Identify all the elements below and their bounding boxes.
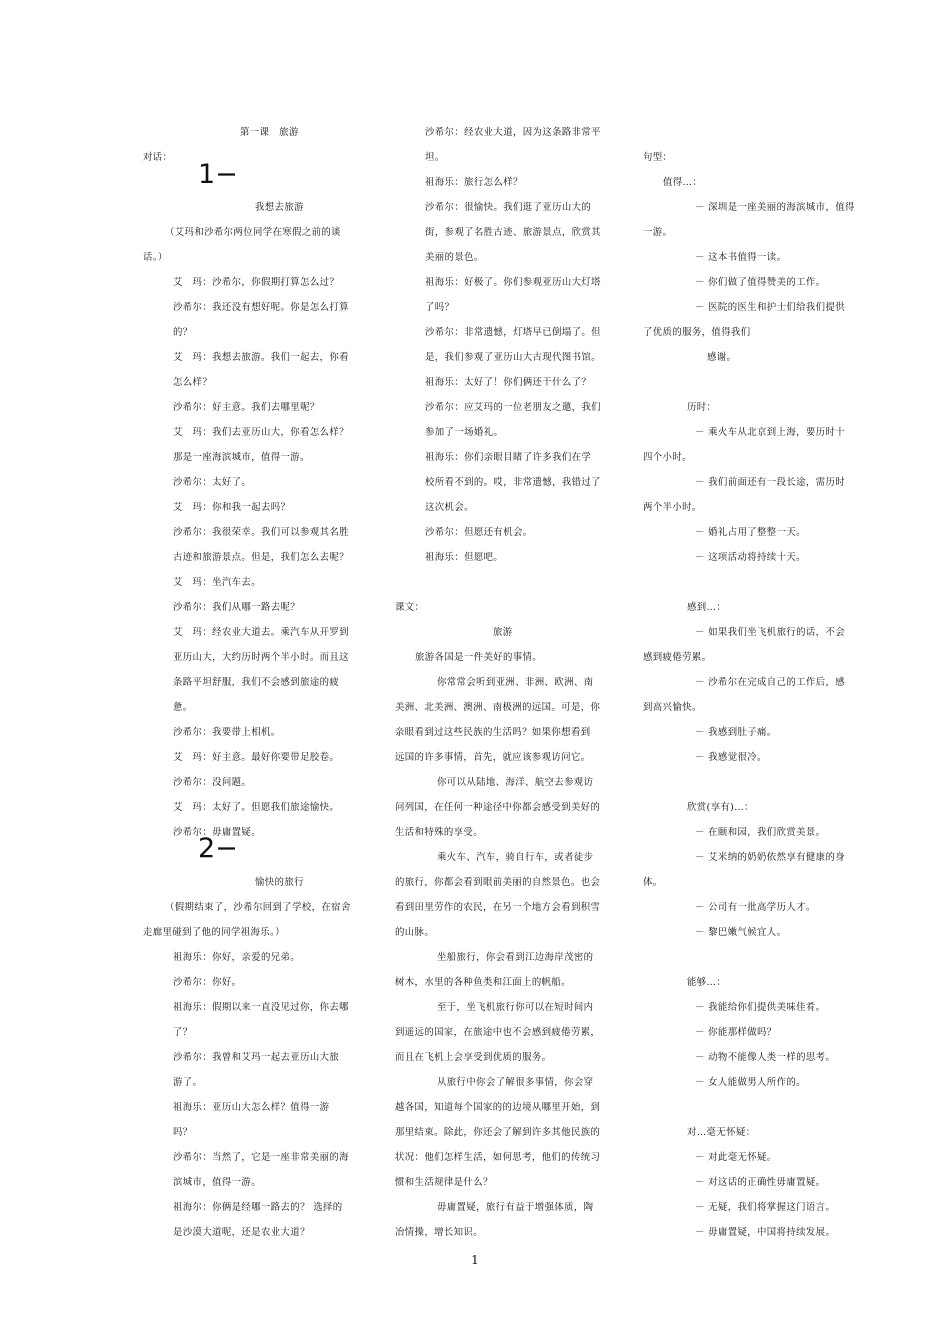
text-line: 我想去旅游	[255, 202, 304, 213]
text-line: 亚历山大，大约历时两个半小时。而且这	[173, 652, 349, 663]
text-line: 你可以从陆地、海洋、航空去参观访	[437, 777, 594, 788]
text-line: 吗？	[173, 1127, 193, 1138]
text-line: － 动物不能像人类一样的思考。	[695, 1052, 836, 1063]
text-line: 了优质的服务，值得我们	[643, 327, 751, 338]
text-line: － 这项活动将持续十天。	[695, 552, 806, 563]
text-line: － 我感到肚子痛。	[695, 727, 777, 738]
text-line: － 你们做了值得赞美的工作。	[695, 277, 826, 288]
text-line: 游了。	[173, 1077, 203, 1088]
text-line: 沙希尔：我很荣幸。我们可以参观其名胜	[173, 527, 349, 538]
text-line: 课文：	[395, 602, 425, 613]
text-line: 远国的许多事情，首先，就应该参观访问它。	[395, 752, 591, 763]
text-line: 感到疲倦劳累。	[643, 652, 712, 663]
text-line: － 对此毫无怀疑。	[695, 1152, 777, 1163]
text-line: 你常常会听到亚洲、非洲、欧洲、南	[437, 677, 594, 688]
text-line: 看到田里劳作的农民，在另一个地方会看到积雪	[395, 902, 601, 913]
text-line: 祖海乐：好极了。你们参观亚历山大灯塔	[425, 277, 601, 288]
text-line: － 这本书值得一读。	[695, 252, 787, 263]
text-line: － 乘火车从北京到上海，要历时十	[695, 427, 846, 438]
text-line: 问列国，在任何一种途径中你都会感受到美好的	[395, 802, 601, 813]
text-line: 艾 玛：我们去亚历山大，你看怎么样？	[173, 427, 349, 438]
text-line: 冶情操，增长知识。	[395, 1227, 483, 1238]
text-line: 到遥远的国家，在旅途中也不会感到疲倦劳累，	[395, 1027, 601, 1038]
text-line: 祖海尔：你俩是经哪一路去的？ 选择的	[173, 1202, 343, 1213]
text-line: 沙希尔：我们从哪一路去呢？	[173, 602, 301, 613]
text-line: 沙希尔：很愉快。我们逛了亚历山大的	[425, 202, 592, 213]
text-line: － 公司有一批高学历人才。	[695, 902, 816, 913]
text-line: （假期结束了，沙希尔回到了学校，在宿舍	[165, 902, 351, 913]
page-number: 1	[471, 1253, 479, 1267]
text-line: 对…毫无怀疑：	[687, 1127, 756, 1138]
text-line: 艾 玛：好主意。最好你要带足胶卷。	[173, 752, 340, 763]
text-line: 那里结束。除此，你还会了解到许多其他民族的	[395, 1127, 601, 1138]
text-line: 状况：他们怎样生活，如何思考，他们的传统习	[395, 1152, 601, 1163]
text-line: 沙希尔：我曾和艾玛一起去亚历山大旅	[173, 1052, 340, 1063]
text-line: 第一课 旅游	[240, 127, 299, 138]
text-line: 旅游	[493, 627, 513, 638]
text-line: 条路平坦舒服，我们不会感到旅途的疲	[173, 677, 340, 688]
text-line: 两个半小时。	[643, 502, 702, 513]
text-line: 了？	[173, 1027, 193, 1038]
text-line: 的旅行，你都会看到眼前美丽的自然景色。也会	[395, 877, 601, 888]
text-line: 怎么样？	[173, 377, 213, 388]
text-line: 祖海乐：但愿吧。	[425, 552, 504, 563]
text-line: 话。）	[143, 252, 168, 263]
text-line: 那是一座海滨城市，值得一游。	[173, 452, 310, 463]
text-line: 乘火车、汽车，骑自行车，或者徒步	[437, 852, 594, 863]
text-line: 四个小时。	[643, 452, 692, 463]
text-line: 越各国，知道每个国家的的边境从哪里开始，到	[395, 1102, 601, 1113]
text-line: 沙希尔：毋庸置疑。	[173, 827, 261, 838]
section-number: 1−	[198, 159, 238, 190]
text-line: 艾 玛：坐汽车去。	[173, 577, 261, 588]
text-line: 美丽的景色。	[425, 252, 484, 263]
text-line: － 黎巴嫩气候宜人。	[695, 927, 787, 938]
text-line: 祖海乐：旅行怎么样？	[425, 177, 523, 188]
text-line: － 无疑，我们将掌握这门语言。	[695, 1202, 836, 1213]
text-line: 沙希尔：好主意。我们去哪里呢？	[173, 402, 320, 413]
text-line: － 我们前面还有一段长途，需历时	[695, 477, 846, 488]
text-line: 沙希尔：你好。	[173, 977, 242, 988]
text-line: － 在颐和园，我们欣赏美景。	[695, 827, 826, 838]
text-line: 值得…：	[663, 177, 703, 188]
text-line: 沙希尔：应艾玛的一位老朋友之邀，我们	[425, 402, 601, 413]
text-line: － 沙希尔在完成自己的工作后，感	[695, 677, 846, 688]
text-line: 沙希尔：我还没有想好呢。你是怎么打算	[173, 302, 349, 313]
text-line: 沙希尔：当然了，它是一座非常美丽的海	[173, 1152, 349, 1163]
text-line: 沙希尔：太好了。	[173, 477, 252, 488]
text-line: － 医院的医生和护士们给我们提供	[695, 302, 846, 313]
text-line: 生活和特殊的享受。	[395, 827, 483, 838]
text-line: 毋庸置疑，旅行有益于增强体质，陶	[437, 1202, 594, 1213]
text-line: 而且在飞机上会享受到优质的服务。	[395, 1052, 552, 1063]
text-line: 沙希尔：没问题。	[173, 777, 252, 788]
text-line: 走廊里碰到了他的同学祖海乐。）	[143, 927, 285, 938]
text-line: 沙希尔：经农业大道，因为这条路非常平	[425, 127, 601, 138]
text-line: 参加了一场婚礼。	[425, 427, 504, 438]
text-line: 是沙漠大道呢，还是农业大道？	[173, 1227, 310, 1238]
text-line: 对话：	[143, 152, 173, 163]
text-line: 了吗？	[425, 302, 455, 313]
text-line: － 毋庸置疑，中国将持续发展。	[695, 1227, 836, 1238]
text-line: 艾 玛：经农业大道去。乘汽车从开罗到	[173, 627, 349, 638]
text-line: 至于，坐飞机旅行你可以在短时间内	[437, 1002, 594, 1013]
text-line: 滨城市，值得一游。	[173, 1177, 261, 1188]
text-line: 祖海乐：你好，亲爱的兄弟。	[173, 952, 301, 963]
text-line: 艾 玛：太好了。但愿我们旅途愉快。	[173, 802, 340, 813]
text-line: 沙希尔：我要带上相机。	[173, 727, 281, 738]
text-line: 校所看不到的。哎，非常遗憾，我错过了	[425, 477, 601, 488]
text-line: 到高兴愉快。	[643, 702, 702, 713]
text-line: 祖海乐：假期以来一直没见过你，你去哪	[173, 1002, 349, 1013]
text-line: － 深圳是一座美丽的海滨城市，值得	[695, 202, 855, 213]
text-line: 艾 玛：我想去旅游。我们一起去，你看	[173, 352, 349, 363]
text-line: 句型：	[643, 152, 673, 163]
text-line: 感到…：	[687, 602, 727, 613]
text-line: － 如果我们坐飞机旅行的话，不会	[695, 627, 846, 638]
text-line: 惫。	[173, 702, 193, 713]
text-line: 能够…：	[687, 977, 727, 988]
text-line: － 女人能做男人所作的。	[695, 1077, 806, 1088]
text-line: 从旅行中你会了解很多事情，你会穿	[437, 1077, 594, 1088]
text-line: （艾玛和沙希尔两位同学在寒假之前的谈	[165, 227, 341, 238]
text-line: － 你能那样做吗？	[695, 1027, 777, 1038]
text-line: 古迹和旅游景点。但是，我们怎么去呢？	[173, 552, 349, 563]
text-line: 街，参观了名胜古迹、旅游景点，欣赏其	[425, 227, 601, 238]
text-line: 愉快的旅行	[255, 877, 304, 888]
text-line: 树木，水里的各种鱼类和江面上的帆船。	[395, 977, 571, 988]
text-line: 坦。	[425, 152, 445, 163]
text-line: 这次机会。	[425, 502, 474, 513]
text-line: 的？	[173, 327, 193, 338]
text-line: 艾 玛：沙希尔，你假期打算怎么过？	[173, 277, 340, 288]
text-line: 一游。	[643, 227, 673, 238]
text-line: 祖海乐：亚历山大怎么样？值得一游	[173, 1102, 330, 1113]
text-line: 感谢。	[707, 352, 737, 363]
text-line: 艾 玛：你和我一起去吗？	[173, 502, 291, 513]
text-line: － 艾米纳的奶奶依然享有健康的身	[695, 852, 846, 863]
text-line: 体。	[643, 877, 663, 888]
text-line: 亲眼看到过这些民族的生活吗？如果你想看到	[395, 727, 591, 738]
text-line: 历时：	[687, 402, 717, 413]
text-line: 的山脉。	[395, 927, 435, 938]
text-line: 欣赏(享有)…：	[687, 802, 754, 813]
text-line: 惯和生活规律是什么？	[395, 1177, 493, 1188]
text-line: 祖海乐：你们亲眼目睹了许多我们在学	[425, 452, 592, 463]
text-line: － 我能给你们提供美味佳肴。	[695, 1002, 826, 1013]
text-line: 美洲、北美洲、澳洲、南极洲的远国。可是，你	[395, 702, 601, 713]
text-line: 沙希尔：非常遗憾，灯塔早已倒塌了。但	[425, 327, 601, 338]
text-line: － 婚礼占用了整整一天。	[695, 527, 806, 538]
text-line: 旅游各国是一件美好的事情。	[415, 652, 543, 663]
text-line: 坐船旅行，你会看到江边海岸茂密的	[437, 952, 594, 963]
text-line: 祖海乐：太好了！你们俩还干什么了？	[425, 377, 592, 388]
text-line: － 对这话的正确性毋庸置疑。	[695, 1177, 826, 1188]
text-line: 是，我们参观了亚历山大古现代图书馆。	[425, 352, 601, 363]
section-number: 2−	[198, 833, 238, 864]
text-line: 沙希尔：但愿还有机会。	[425, 527, 533, 538]
text-line: － 我感觉很冷。	[695, 752, 767, 763]
